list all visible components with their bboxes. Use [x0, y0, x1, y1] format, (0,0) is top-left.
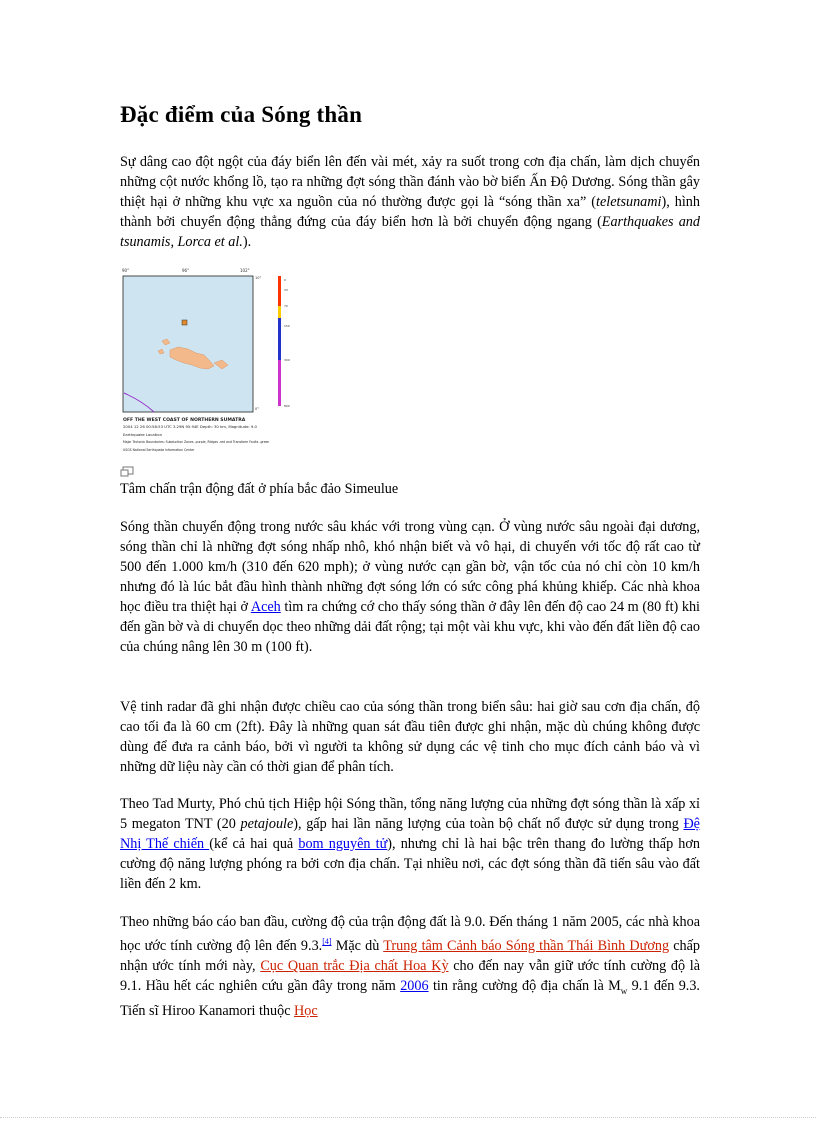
svg-text:70: 70: [284, 304, 288, 308]
figure-legend-title: Earthquake Location: [123, 432, 162, 437]
svg-text:10°: 10°: [255, 276, 262, 280]
figure-legend-line: Major Tectonic Boundaries: Subduction Zones -purple, Ridges -red and Transform Faults -green: [123, 440, 270, 444]
svg-text:33: 33: [284, 288, 288, 292]
paragraph-4: Theo Tad Murty, Phó chủ tịch Hiệp hội Sóng thần, tổng năng lượng của những đợt sóng thần là xấp xỉ 5 megaton TNT (20 petajoule), gấp hai lần năng lượng của toàn bộ chất nổ được sử dụng trong Đệ Nhị Thế chiến (kể cả hai quả bom nguyên tử), nhưng chỉ là hai bậc trên thang đo lường thấp hơn cường độ năng lượng phóng ra bởi cơn địa chấn. Tại nhiều nơi, các đợt sóng thần đã tiến sâu vào đất liền đến 2 km.: [120, 796, 701, 892]
image-icon: [120, 466, 134, 478]
svg-text:300: 300: [284, 358, 290, 362]
figure-caption-line-1: OFF THE WEST COAST OF NORTHERN SUMATRA: [123, 418, 246, 423]
paragraph-3: Vệ tinh radar đã ghi nhận được chiều cao của sóng thần trong biển sâu: hai giờ sau cơn địa chấn, độ cao tối đa là 60 cm (2ft). Đây là những quan sát đầu tiên được ghi nhận, mặc dù chúng không được dùng để đưa ra cảnh báo, bởi vì người ta không sử dụng các vệ tinh cho mục đích cảnh báo và vì những dữ liệu này cần có thời gian để phân tích.: [120, 699, 700, 775]
page-title: Đặc điểm của Sóng thần: [120, 102, 363, 127]
paragraph-1: Sự dâng cao đột ngột của đáy biển lên đến vài mét, xảy ra suốt trong cơn địa chấn, làm dịch chuyển những cột nước khổng lồ, tạo ra những đợt sóng thần đánh vào bờ biển Ấn Độ Dương. Sóng thần gây thiệt hại ở những khu vực xa nguồn của nó thường được gọi là “sóng thần xa” (teletsunami), hình thành bởi chuyển động thẳng đứng của đáy biển hơn là bởi chuyển động ngang (Earthquakes and tsunamis, Lorca et al.).: [120, 154, 700, 250]
svg-text:150: 150: [284, 324, 290, 328]
reference-4-link[interactable]: [4]: [322, 937, 332, 946]
link-aceh[interactable]: Aceh: [250, 599, 281, 615]
earthquake-map-figure: [118, 265, 300, 461]
svg-text:0°: 0°: [255, 407, 259, 411]
link-hoc[interactable]: Học: [294, 1002, 318, 1019]
svg-text:96°: 96°: [182, 268, 190, 273]
paragraph-2: Sóng thần chuyển động trong nước sâu khác với trong vùng cạn. Ở vùng nước sâu ngoài đại dương, sóng thần chỉ là những đợt sóng nhấp nhô, khó nhận biết và vô hại, di chuyển với tốc độ rất cao từ 500 đến 1.000 km/h (310 đến 620 mph); ở vùng nước cạn gần bờ, vận tốc của nó chỉ còn 10 km/h nhưng đó là lúc bắt đầu hình thành những đợt sóng lớn có sức công phá khủng khiếp. Các nhà khoa học điều tra thiệt hại ở Aceh tìm ra chứng cớ cho thấy sóng thần ở đây lên đến độ cao 24 m (80 ft) khi đến gần bờ và di chuyển dọc theo những dải đất rộng; tại một vài khu vực, khi vào đến đất liền độ cao của chúng nâng lên 30 m (100 ft).: [120, 519, 700, 655]
page-footer-divider: [0, 1117, 816, 1118]
svg-text:102°: 102°: [240, 268, 250, 273]
figure-caption-line-2: 2004 12 26 00:58:53 UTC 3.29N 95.94E Depth: 30 km, Magnitude: 9.0: [123, 424, 257, 429]
svg-text:0: 0: [284, 278, 286, 282]
link-world-war-2[interactable]: Đệ Nhị Thế chiến: [120, 816, 700, 852]
svg-text:90°: 90°: [122, 268, 130, 273]
image-caption: Tâm chấn trận động đất ở phía bắc đảo Simeulue: [120, 481, 399, 497]
paragraph-5: Theo những báo cáo ban đầu, cường độ của trận động đất là 9.0. Đến tháng 1 năm 2005, các nhà khoa học ước tính cường độ lên đến 9.3.[4] Mặc dù Trung tâm Cảnh báo Sóng thần Thái Bình Dương chấp nhận ước tính mới này, Cục Quan trắc Địa chất Hoa Kỳ cho đến nay vẫn giữ ước tính cường độ là 9.1. Hầu hết các nghiên cứu gần đây trong năm 2006 tin rằng cường độ địa chấn là $M_w$ 9.1 đến 9.3. Tiến sĩ Hiroo Kanamori thuộc Học: [120, 914, 701, 1019]
svg-text:800: 800: [284, 404, 290, 408]
link-usgs[interactable]: Cục Quan trắc Địa chất Hoa Kỳ: [260, 958, 449, 974]
link-2006[interactable]: 2006: [400, 978, 429, 994]
link-atomic-bomb[interactable]: bom nguyên tử: [298, 836, 388, 852]
link-ptwc[interactable]: Trung tâm Cảnh báo Sóng thần Thái Bình Dương: [383, 938, 670, 954]
figure-credit: USGS National Earthquake Information Center: [123, 448, 195, 452]
epicenter-marker: [182, 320, 187, 325]
